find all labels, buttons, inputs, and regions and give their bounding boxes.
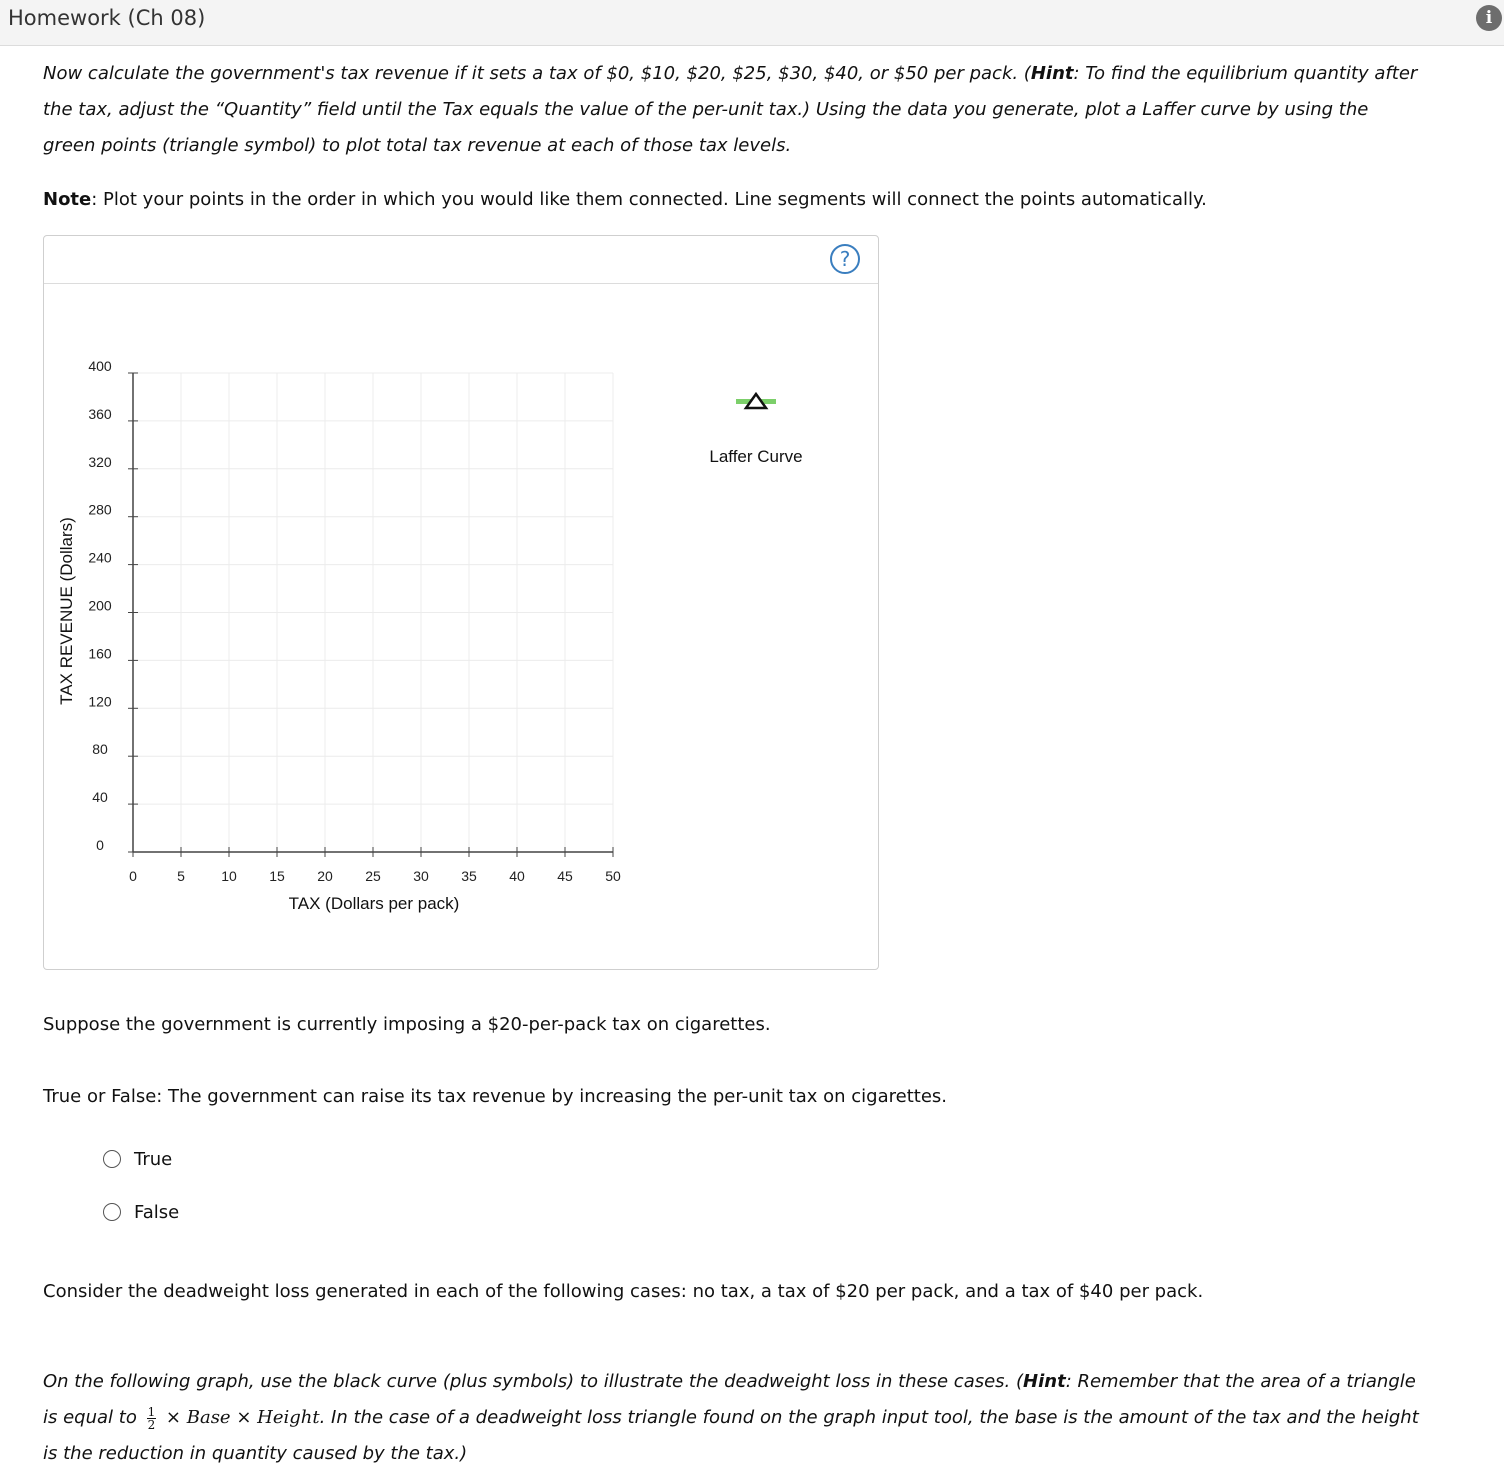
- deadweight-intro: Consider the deadweight loss generated in each of the following cases: no tax, a tax of $20 per pack, and a tax of $40 per pack.: [43, 1281, 1204, 1302]
- x-tick-label-5: 5: [177, 868, 185, 884]
- page-title: Homework (Ch 08): [8, 6, 206, 30]
- instructions-text-a: Now calculate the government's tax revenue if it sets a tax of $0, $10, $20, $25, $30, $40, or $50 per pack. (: [43, 63, 1031, 84]
- y-tick-label-0: 0: [96, 837, 104, 853]
- x-tick-label-45: 45: [557, 868, 573, 884]
- y-tick-label-80: 80: [92, 741, 108, 758]
- scenario-text: Suppose the government is currently imposing a $20-per-pack tax on cigarettes.: [43, 1014, 771, 1035]
- note-paragraph: [43, 186, 1423, 214]
- dw-hint-label: Hint: [1023, 1371, 1066, 1392]
- x-tick-label-0: 0: [129, 868, 137, 884]
- legend-label: Laffer Curve: [709, 447, 803, 466]
- y-tick-label-280: 280: [88, 501, 112, 518]
- instructions-paragraph: [43, 56, 1423, 164]
- note-text: : Plot your points in the order in which you would like them connected. Line segments will connect the points automatically.: [91, 189, 1207, 210]
- y-tick-label-400: 400: [88, 358, 112, 374]
- y-tick-label-360: 360: [88, 405, 112, 422]
- x-tick-label-30: 30: [413, 868, 429, 884]
- base-term: Base: [186, 1407, 231, 1428]
- info-icon[interactable]: i: [1476, 5, 1502, 31]
- graph-input-tool: [43, 235, 879, 970]
- x-tick-label-35: 35: [461, 868, 477, 884]
- dw-text-b: : Remember that the area of a triangle is equal to: [43, 1371, 1416, 1428]
- x-tick-label-50: 50: [605, 868, 621, 884]
- times-symbol-2: ×: [230, 1407, 258, 1428]
- one-half-fraction: [147, 1406, 157, 1431]
- hint-label: Hint: [1030, 63, 1074, 84]
- y-axis-label: TAX REVENUE (Dollars): [57, 517, 76, 705]
- dw-text-c: . In the case of a deadweight loss triangle found on the graph input tool, the base is the amount of the tax and the height is the reduction in quantity caused by the tax.): [43, 1407, 1419, 1464]
- laffer-chart[interactable]: [44, 236, 878, 969]
- x-tick-label-40: 40: [509, 868, 525, 884]
- radio-true[interactable]: [103, 1150, 121, 1168]
- option-true[interactable]: [103, 1146, 172, 1172]
- y-tick-label-200: 200: [88, 597, 112, 614]
- y-tick-label-160: 160: [88, 645, 112, 662]
- x-tick-label-20: 20: [317, 868, 333, 884]
- x-axis-label: TAX (Dollars per pack): [288, 894, 460, 913]
- option-true-label: True: [134, 1148, 173, 1170]
- chart-grid: [133, 373, 613, 852]
- note-label: Note: [43, 189, 92, 210]
- y-tick-label-320: 320: [88, 453, 112, 470]
- header-bar: [0, 0, 1504, 46]
- fraction-numerator: 1: [147, 1404, 156, 1419]
- x-tick-label-25: 25: [365, 868, 381, 884]
- dw-text-a: On the following graph, use the black curve (plus symbols) to illustrate the deadweight loss in these cases. (: [43, 1371, 1024, 1392]
- option-false[interactable]: [103, 1199, 179, 1225]
- legend-laffer-curve[interactable]: [709, 394, 802, 466]
- y-tick-label-240: 240: [88, 549, 112, 566]
- fraction-denominator: 2: [147, 1417, 156, 1432]
- x-tick-label-15: 15: [269, 868, 285, 884]
- times-symbol-1: ×: [160, 1407, 187, 1428]
- y-tick-label-40: 40: [92, 789, 108, 806]
- height-term: Height: [257, 1407, 320, 1428]
- instructions-text-b: : To find the equilibrium quantity after the tax, adjust the “Quantity” field until the Tax equals the value of the per-unit tax.) Using the data you generate, plot a Laffer curve by using the green points (triangle symbol) to plot total tax revenue at each of those tax levels.: [43, 63, 1418, 156]
- question-prompt: True or False: The government can raise its tax revenue by increasing the per-unit tax on cigarettes.: [43, 1086, 947, 1107]
- radio-false[interactable]: [103, 1203, 121, 1221]
- x-tick-label-10: 10: [221, 868, 237, 884]
- chart-ticks: [88, 358, 621, 884]
- option-false-label: False: [134, 1201, 180, 1223]
- y-tick-label-120: 120: [88, 693, 112, 710]
- help-button[interactable]: ?: [830, 244, 860, 274]
